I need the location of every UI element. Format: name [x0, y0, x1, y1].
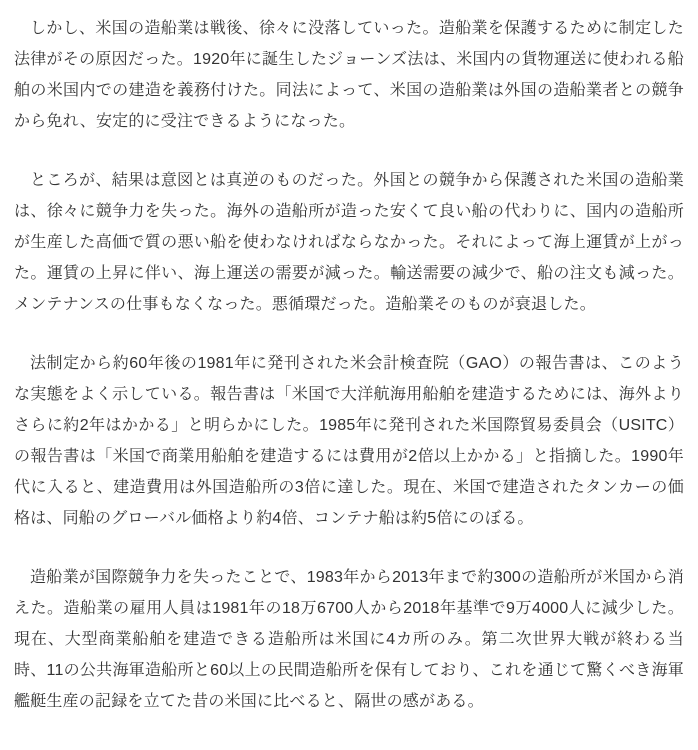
paragraph-jones-act-origin: しかし、米国の造船業は戦後、徐々に没落していった。造船業を保護するために制定した法律がその原因だった。1920年に誕生したジョーンズ法は、米国内の貨物運送に使われる船舶の米国内での建造を義務付けた。同法によって、米国の造船業は外国の造船業者との競争から免れ、安定的に受注できるようになった。: [14, 20, 684, 130]
paragraph-unintended-consequences: ところが、結果は意図とは真逆のものだった。外国との競争から保護された米国の造船業は、徐々に競争力を失った。海外の造船所が造った安くて良い船の代わりに、国内の造船所が生産した高価で質の悪い船を使わなければならなかった。それによって海上運賃が上がった。運賃の上昇に伴い、海上運送の需要が減った。輸送需要の減少で、船の注文も減った。メンテナンスの仕事もなくなった。悪循環だった。造船業そのものが衰退した。: [14, 172, 684, 313]
paragraph-shipyard-decline-statistics: 造船業が国際競争力を失ったことで、1983年から2013年まで約300の造船所が米国から消えた。造船業の雇用人員は1981年の18万6700人から2018年基準で9万4000人に減少した。現在、大型商業船舶を建造できる造船所は米国に4カ所のみ。第二次世界大戦が終わる当時、11の公共海軍造船所と60以上の民間造船所を保有しており、これを通じて驚くべき海軍艦艇生産の記録を立てた昔の米国に比べると、隔世の感がある。: [14, 569, 684, 710]
paragraph-gao-usitc-reports: 法制定から約60年後の1981年に発刊された米会計検査院（GAO）の報告書は、このような実態をよく示している。報告書は「米国で大洋航海用船舶を建造するためには、海外よりさらに約2年はかかる」と明らかにした。1985年に発刊された米国際貿易委員会（USITC）の報告書は「米国で商業用船舶を建造するには費用が2倍以上かかる」と指摘した。1990年代に入ると、建造費用は外国造船所の3倍に達した。現在、米国で建造されたタンカーの価格は、同船のグローバル価格より約4倍、コンテナ船は約5倍にのぼる。: [14, 355, 684, 527]
